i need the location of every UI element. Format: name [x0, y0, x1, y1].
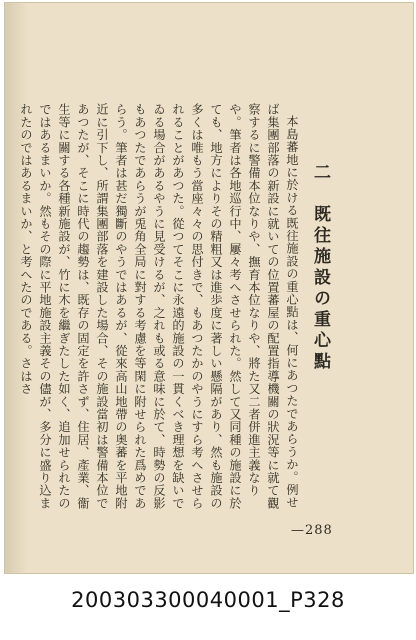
image-caption: 200303300040001_P328 — [71, 588, 345, 612]
paragraph: 本島蕃地に於ける既往施設の重心點は、何にあつたであらうか。例せば集團部落の新設に就いての位置蕃屋の配置指導機關の狀況等に就て觀察するに警備本位なりや、撫育本位なりや、將た又二者併進主義なりや。筆者は各地巡行中、屢々考へさせられた。然して又同種の施設に於ても、地方によりその精粗又は進歩度に著しい懸隔があり、然も施設の多くは唯もう當座々々の思付きで、もあつたかのやうにすら考へさせられることがあつた。從つてそこに永遠的施設の一貫くべき理想を缺いでゐる場合があるやうに見受けるが、之れも或る意味に於て、時勢の反影もあつたであらうが兎角全局に對する考慮を等閑に附せられた爲めであらう。筆者は甚だ獨斷のやうではあるが、從來高山地帶の奥蕃を平地附近に引下し、所謂集團部落を建設した場合、その施設當初は警備本位であつたが、そこに時代の趨勢は、既存の固定を許さず、住居、產業、衞生等に關する各種新施設が、竹に木を繼ぎたした如く、追加せられたのではあるまいか。然もその際に平地施設主義その儘が、多分に盛り込まれたのではあるまいか、と考へたのである。さはさ — [19, 103, 299, 510]
section-heading: 二 既往施設の重心點 — [310, 163, 330, 373]
body-text — [19, 103, 301, 513]
book-page — [4, 2, 414, 574]
page-number: —288 — [291, 523, 333, 538]
